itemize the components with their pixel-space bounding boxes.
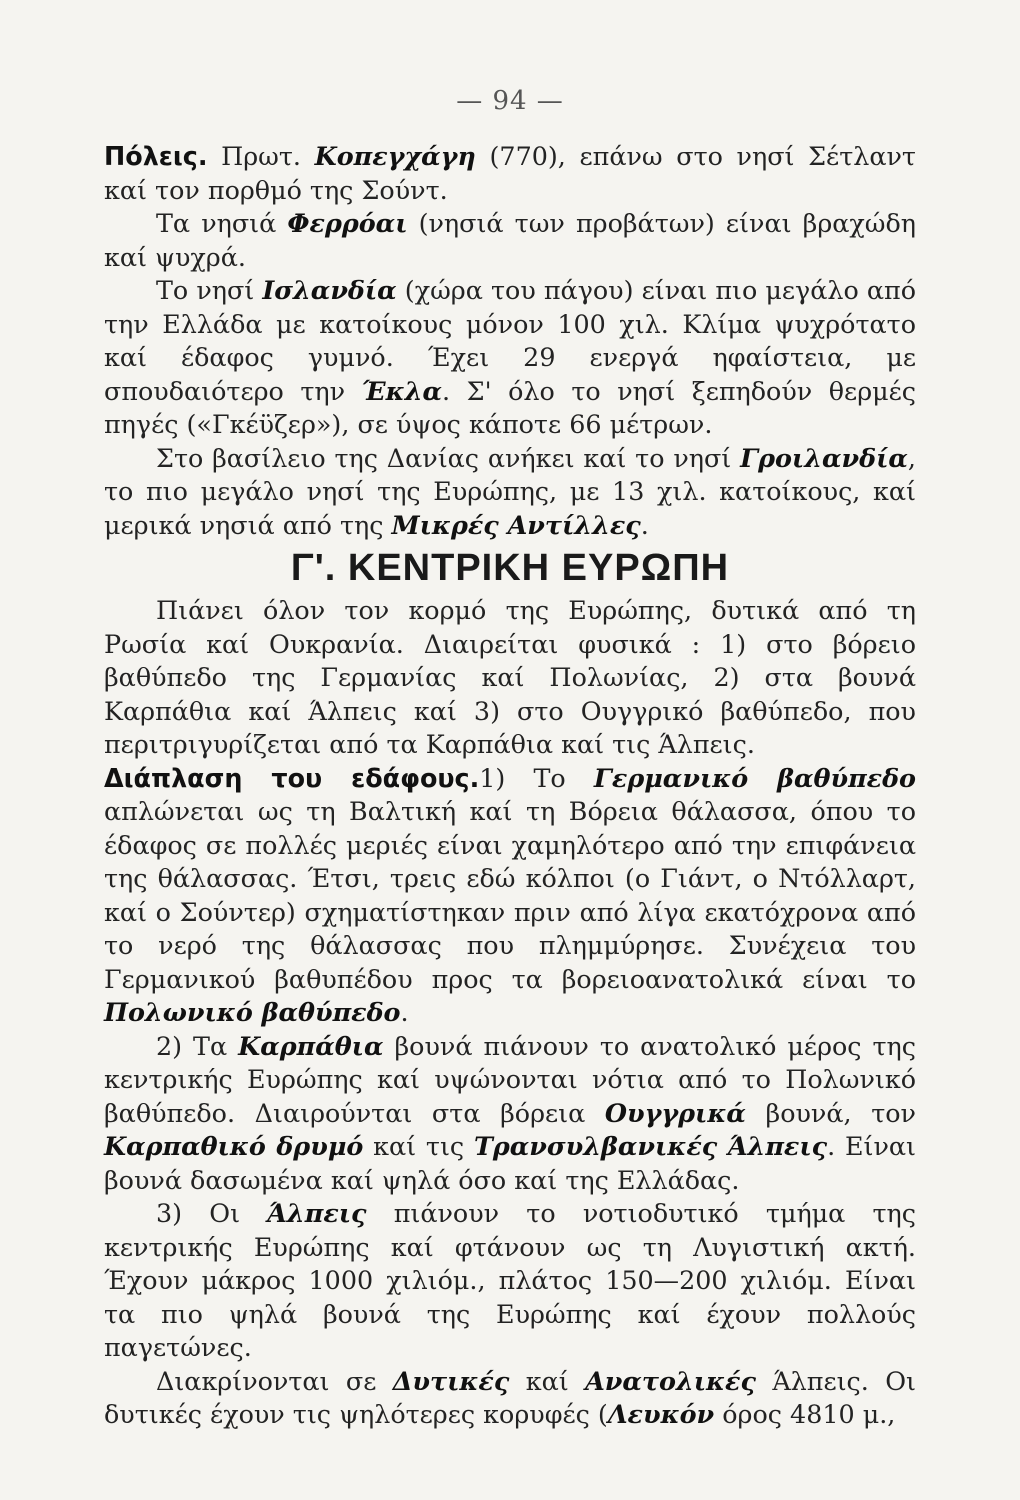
emphasis: Καρπαθικό δρυμό — [104, 1131, 364, 1161]
text-run: 3) Οι — [156, 1198, 268, 1228]
emphasis: Γροιλανδία — [740, 442, 908, 473]
emphasis: Πολωνικό βαθύπεδο — [104, 997, 401, 1027]
text-run: Πιάνει όλον τον κορμό της Ευρώπης, δυτικά από τη Ρωσία καί Ουκρανία. Διαιρείται φυσικά : 1) στο βόρειο βαθύπεδο της Γερμανίας καί Πολωνίας, 2) στα βουνά Καρπάθια καί Άλπεις καί 3) στο Ουγγρικό βαθύπεδο, που περιτριγυρίζεται από τα Καρπάθια καί τις Άλπεις. — [104, 595, 916, 759]
text-run: καί — [509, 1365, 586, 1396]
emphasis: Λευκόν — [607, 1399, 715, 1429]
section-heading: Γ'. ΚΕΝΤΡΙΚΗ ΕΥΡΩΠΗ — [290, 547, 730, 589]
text-run: . Σ' όλο το νησί ξεπηδούν θερμές πηγές («Γκέϋζερ»), σε ύψος κάποτε 66 μέτρων. — [104, 375, 916, 439]
text-run: βουνά, τον — [745, 1097, 916, 1128]
emphasis: Καρπάθια — [238, 1030, 384, 1061]
text-run: (νησιά των προβάτων) είναι βραχώδη καί ψυχρά. — [104, 208, 916, 272]
text-run: (770), επάνω στο νησί Σέτλαντ καί τον πορθμό της Σούντ. — [104, 141, 916, 205]
emphasis: Κοπεγχάγη — [314, 141, 476, 171]
paragraph-greenland — [104, 442, 916, 543]
text-run: . Είναι βουνά δασωμένα καί ψηλά όσο καί της Ελλάδας. — [104, 1131, 917, 1195]
paragraph-cities — [104, 140, 916, 207]
text-run: Το νησί — [156, 275, 263, 305]
paragraph-alps-division — [104, 1365, 916, 1432]
emphasis: Φερρόαι — [287, 208, 408, 238]
text-run: 1) Το — [479, 762, 594, 793]
paragraph-iceland — [104, 274, 916, 442]
text-run: απλώνεται ως τη Βαλτική καί τη Βόρεια θάλασσα, όπου το έδαφος σε πολλές μεριές είναι χαμηλότερο από την επιφάνεια της θάλασσας. Έτσι, τρεις εδώ κόλποι (ο Γιάντ, ο Ντόλλαρτ, καί ο Σούντερ) σχηματίστηκαν πριν από λίγα εκατόχρονα από το νερό της θάλασσας που πλημμύρησε. Συνέχεια του Γερμανικού βαθυπέδου προς τα βορειοανατολικά είναι το — [104, 796, 916, 994]
text-run: 2) Τα — [156, 1030, 239, 1061]
emphasis: Μικρές Αντίλλες — [391, 509, 641, 540]
emphasis: Έκλα — [361, 375, 443, 406]
text-run: βουνά πιάνουν το ανατολικό μέρος της κεντρικής Ευρώπης καί υψώνονται νότια από το Πολωνικό βαθύπεδο. Διαιρούνται στα βόρεια — [104, 1030, 916, 1128]
emphasis: Ισλανδία — [262, 275, 397, 305]
emphasis: Άλπεις — [267, 1198, 367, 1228]
body-text — [104, 140, 916, 1432]
emphasis: Ουγγρικά — [604, 1097, 746, 1128]
paragraph-alps — [104, 1197, 916, 1365]
text-run: Διακρίνονται σε — [156, 1365, 393, 1396]
page-number: — 94 — — [456, 86, 564, 116]
emphasis: Δυτικές — [392, 1365, 510, 1396]
run-in-heading: Πόλεις. — [104, 141, 208, 171]
text-run: όρος 4810 μ., — [714, 1399, 896, 1429]
text-run: Τα νησιά — [156, 208, 288, 238]
text-run: καί τις — [363, 1131, 474, 1161]
text-run: Πρωτ. — [207, 141, 315, 171]
text-run: πιάνουν το νοτιοδυτικό τμήμα της κεντρικής Ευρώπης καί φτάνουν ως τη Λυγιστική ακτή. Έχουν μάκρος 1000 χιλιόμ., πλάτος 150—200 χιλιόμ. Είναι τα πιο ψηλά βουνά της Ευρώπης καί έχουν πολλούς παγετώνες. — [104, 1198, 916, 1362]
emphasis: Γερμανικό βαθύπεδο — [593, 762, 916, 793]
text-run: Άλπεις. Οι δυτικές έχουν τις ψηλότερες κορυφές ( — [104, 1365, 916, 1429]
paragraph-faroe — [104, 207, 916, 274]
text-run: Στο βασίλειο της Δανίας ανήκει καί το νησί — [156, 442, 741, 473]
text-run: , το πιο μεγάλο νησί της Ευρώπης, με 13 χιλ. κατοίκους, καί μερικά νησιά από της — [104, 442, 916, 540]
paragraph-carpathians — [104, 1030, 916, 1198]
run-in-heading: Διάπλαση του εδάφους. — [104, 762, 480, 793]
emphasis: Τρανσυλβανικές Άλπεις — [473, 1131, 828, 1161]
text-run: . — [640, 509, 649, 540]
paragraph-terrain — [104, 762, 916, 1030]
text-run: . — [400, 997, 409, 1027]
paragraph-central-europe-intro — [104, 594, 916, 762]
emphasis: Ανατολικές — [585, 1365, 756, 1396]
text-run: (χώρα του πάγου) είναι πιο μεγάλο από την Ελλάδα με κατοίκους μόνον 100 χιλ. Κλίμα ψυχρότατο καί έδαφος γυμνό. Έχει 29 ενεργά ηφαίστεια, με σπουδαιότερο την — [104, 275, 916, 406]
